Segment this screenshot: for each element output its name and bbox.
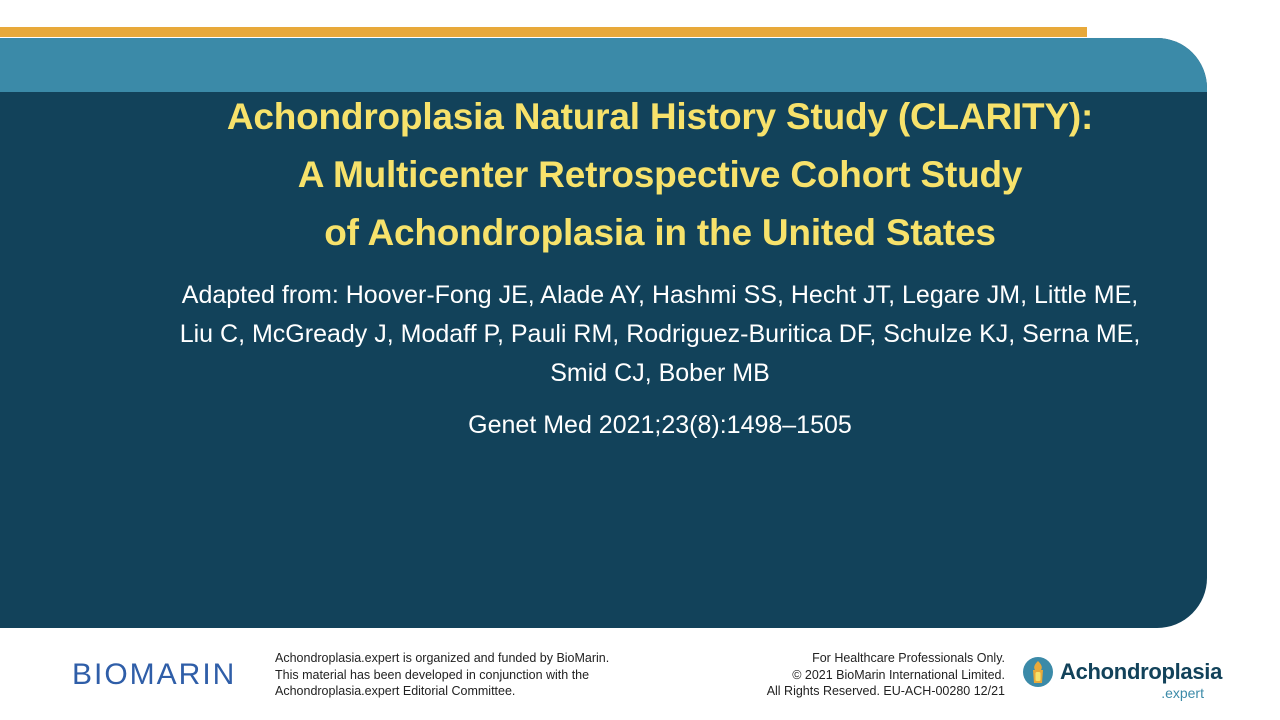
rights-notice [675,650,1005,700]
panel-header-band [0,38,1207,92]
achondroplasia-expert-logo [1020,653,1223,713]
title-line: A Multicenter Retrospective Cohort Study [297,154,1023,195]
achondroplasia-expert-logo-icon [1022,656,1054,688]
author-line: Smid CJ, Bober MB [550,359,770,387]
disclaimer-line: This material has been developed in conjunction with the [275,667,590,682]
title-line: Achondroplasia Natural History Study (CLARITY): [226,96,1094,137]
disclaimer-line: Achondroplasia.expert Editorial Committee. [275,684,516,698]
author-list [40,276,1280,393]
rights-line: All Rights Reserved. EU-ACH-00280 12/21 [766,684,1005,698]
slide-title [40,88,1280,262]
disclaimer-line: Achondroplasia.expert is organized and funded by BioMarin. [275,651,610,665]
journal-citation: Genet Med 2021;23(8):1498–1505 [468,411,852,439]
logo-subtext: .expert [1161,685,1204,701]
logo-wordmark: Achondroplasia [1060,659,1223,684]
biomarin-logo: BIOMARIN [72,658,237,691]
author-line: Liu C, McGready J, Modaff P, Pauli RM, Rodriguez-Buritica DF, Schulze KJ, Serna ME, [179,320,1141,348]
footer [0,628,1280,720]
author-line: Adapted from: Hoover-Fong JE, Alade AY, Hashmi SS, Hecht JT, Legare JM, Little ME, [181,281,1139,309]
rights-line: © 2021 BioMarin International Limited. [792,667,1005,682]
title-line: of Achondroplasia in the United States [324,212,996,253]
rights-line: For Healthcare Professionals Only. [812,651,1005,665]
gold-accent-bar [0,27,1087,37]
funding-disclaimer [275,650,695,700]
